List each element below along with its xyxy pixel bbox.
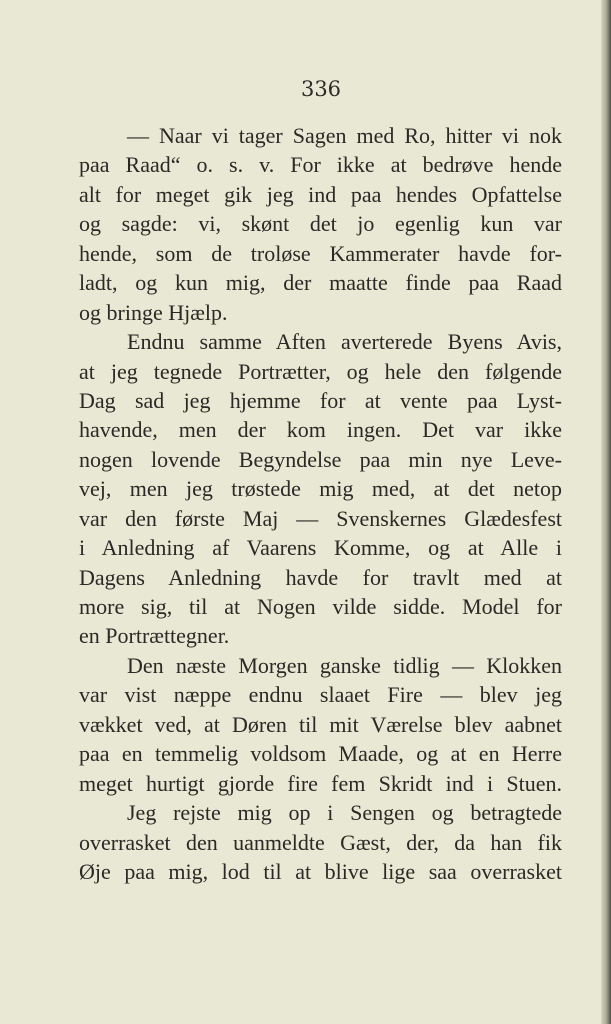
text-line: hende, som de troløse Kammerater havde for- (79, 240, 562, 266)
text-line: ladt, og kun mig, der maatte finde paa Raad (79, 270, 562, 296)
text-line: vej, men jeg trøstede mig med, at det netop (79, 476, 562, 502)
page-edge-shadow (601, 0, 611, 1024)
page-number: 336 (300, 77, 342, 101)
text-line: paa en temmelig voldsom Maade, og at en Herre (79, 741, 562, 767)
text-line: havende, men der kom ingen. Det var ikke (79, 417, 562, 443)
text-line: vækket ved, at Døren til mit Værelse blev aabnet (79, 711, 562, 737)
text-line: Den næste Morgen ganske tidlig — Klokken (127, 652, 562, 678)
text-line: more sig, til at Nogen vilde sidde. Model for (79, 594, 562, 619)
text-line: Dagens Anledning havde for travlt med at (79, 564, 562, 590)
text-line: Dag sad jeg hjemme for at vente paa Lyst- (79, 387, 562, 413)
text-line: Endnu samme Aften averterede Byens Avis, (127, 329, 562, 355)
text-line: overrasket den uanmeldte Gæst, der, da han fik (79, 829, 562, 855)
text-line: en Portrættegner. (79, 623, 230, 649)
text-line: Jeg rejste mig op i Sengen og betragtede (127, 800, 562, 826)
text-line: var vist næppe endnu slaaet Fire — blev jeg (79, 682, 562, 708)
text-line: og sagde: vi, skønt det jo egenlig kun var (79, 211, 562, 237)
text-line: paa Raad“ o. s. v. For ikke at bedrøve hende (79, 152, 562, 178)
text-line: i Anledning af Vaarens Komme, og at Alle i (79, 535, 562, 561)
text-line: nogen lovende Begyndelse paa min nye Leve- (79, 446, 562, 472)
text-line: alt for meget gik jeg ind paa hendes Opfattelse (79, 181, 562, 207)
text-line: var den første Maj — Svenskernes Glædesfest (79, 505, 562, 531)
text-line: at jeg tegnede Portrætter, og hele den følgende (79, 358, 562, 384)
text-line: — Naar vi tager Sagen med Ro, hitter vi nok (127, 123, 562, 148)
text-line: Øje paa mig, lod til at blive lige saa overrasket (79, 858, 562, 884)
text-line: og bringe Hjælp. (79, 299, 228, 325)
text-line: meget hurtigt gjorde fire fem Skridt ind i Stuen. (79, 770, 562, 796)
body-text (79, 121, 562, 886)
